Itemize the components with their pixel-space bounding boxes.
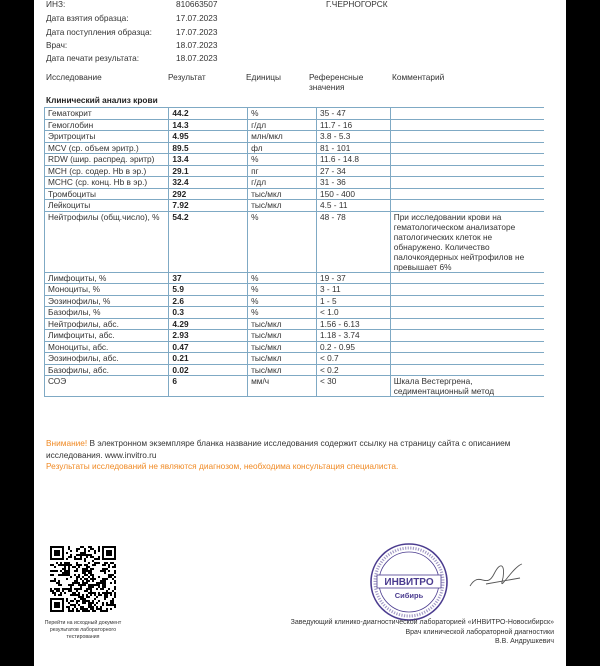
table-row (45, 108, 545, 120)
qr-code[interactable] (50, 546, 116, 612)
qr-caption: Перейти на исходный документ результатов лабораторного тестирования (44, 620, 122, 640)
row-ref: < 1.0 (316, 307, 390, 319)
col-result: Результат (168, 72, 206, 82)
row-unit: % (248, 108, 317, 120)
table-row (45, 119, 545, 131)
city: Г.ЧЕРНОГОРСК (326, 0, 388, 9)
row-name[interactable]: Моноциты, абс. (45, 341, 169, 353)
table-row (45, 376, 545, 397)
col-units: Единицы (246, 72, 281, 82)
row-unit: тыс/мкл (248, 200, 317, 212)
lab-report-page: ИНЗ: 810663507 Г.ЧЕРНОГОРСК Дата взятия образца: 17.07.2023 Дата поступления образца: 17.07.2023 Врач: 18.07.2023 Дата печати результата: 18.07.2023 Исследование Результат Единицы Референсные значения Комментарий Клинический анализ крови Гематокрит 44.2 % 35 - 47 Гемоглобин 14.3 г/дл 11.7 - 16 Эритроциты 4.95 млн/мкл 3.8 - 5.3 MCV (ср. объем эритр.) 89.5 фл 81 - 101 RDW (шир. распред. эритр) 13.4 % 11.6 - 14.8 MCH (ср. содер. Hb в эр.) 29.1 пг 27 - 34 МСНС (ср. конц. Hb в эр.) 32.4 г/дл 31 - 36 Тромбоциты 292 тыс/мкл 150 - 400 Лейкоциты 7.92 тыс/мкл 4.5 - 11 Нейтрофилы (общ.число), % 54.2 % 48 - 78 При исследовании крови на гематологическом анализаторе патологических клеток не обнаружено. Количество палочкоядерных нейтрофилов не превышает 6% Лимфоциты, % 37 % 19 - 37 Моноциты, % 5.9 % 3 - 11 Эозинофилы, % 2.6 % 1 - 5 Базофилы, % 0.3 % < 1.0 Нейтрофилы, абс. 4.29 тыс/мкл 1.56 - 6.13 Лимфоциты, абс. 2.93 тыс/мкл 1.18 - 3.74 Моноциты, абс. 0.47 тыс/мкл 0.2 - 0.95 Эозинофилы, абс. 0.21 тыс/мкл < 0.7 Базофилы, абс. 0.02 тыс/мкл < 0.2 СОЭ 6 мм/ч < 30 Шкала Вестергрена, седиментационный метод Внимание! В электронном экземпляре бланка название исследования содержит ссылку на страницу сайта с описанием исследования. www.invitro.ru Результаты исследований не являются диагнозом, необходима консультация специалиста. Перейти на исходный документ результатов лабораторного тестирования ИНВИТРО Сибирь Заведующий клинико-диагностической лабораторией «ИНВИТРО-Новосибирск» Врач клинической лабораторной диагностики В.В. Андрушкевич (34, 0, 566, 666)
results-table (44, 107, 544, 397)
row-ref: 48 - 78 (316, 211, 390, 272)
row-unit: тыс/мкл (248, 330, 317, 342)
row-value: 0.3 (169, 307, 248, 319)
row-name[interactable]: RDW (шир. распред. эритр) (45, 154, 169, 166)
row-name[interactable]: Лимфоциты, абс. (45, 330, 169, 342)
row-ref: 81 - 101 (316, 142, 390, 154)
table-row (45, 131, 545, 143)
table-row (45, 142, 545, 154)
row-ref: 27 - 34 (316, 165, 390, 177)
row-unit: тыс/мкл (248, 364, 317, 376)
row-name[interactable]: Эозинофилы, % (45, 295, 169, 307)
table-row (45, 284, 545, 296)
table-row (45, 177, 545, 189)
row-comment (390, 364, 544, 376)
row-name[interactable]: Нейтрофилы, абс. (45, 318, 169, 330)
row-ref: 3 - 11 (316, 284, 390, 296)
row-name[interactable]: Базофилы, % (45, 307, 169, 319)
row-comment (390, 188, 544, 200)
row-unit: тыс/мкл (248, 188, 317, 200)
row-unit: млн/мкл (248, 131, 317, 143)
row-value: 2.6 (169, 295, 248, 307)
row-value: 5.9 (169, 284, 248, 296)
row-ref: < 0.7 (316, 353, 390, 365)
table-row (45, 307, 545, 319)
row-comment: При исследовании крови на гематологическом анализаторе патологических клеток не обнаружено. Количество палочкоядерных нейтрофилов не превышает 6% (390, 211, 544, 272)
row-name[interactable]: Лимфоциты, % (45, 272, 169, 284)
row-name[interactable]: Эозинофилы, абс. (45, 353, 169, 365)
table-row (45, 165, 545, 177)
row-comment (390, 318, 544, 330)
signature-block: Заведующий клинико-диагностической лабораторией «ИНВИТРО-Новосибирск» Врач клинической лабораторной диагностики В.В. Андрушкевич (290, 619, 554, 645)
row-name[interactable]: Нейтрофилы (общ.число), % (45, 211, 169, 272)
row-comment (390, 131, 544, 143)
row-name[interactable]: СОЭ (45, 376, 169, 397)
row-ref: < 0.2 (316, 364, 390, 376)
row-comment: Шкала Вестергрена, седиментационный метод (390, 376, 544, 397)
row-name[interactable]: Базофилы, абс. (45, 364, 169, 376)
row-value: 4.95 (169, 131, 248, 143)
col-reference: Референсные значения (309, 72, 364, 92)
row-name[interactable]: Гематокрит (45, 108, 169, 120)
row-value: 0.47 (169, 341, 248, 353)
row-unit: % (248, 272, 317, 284)
table-row (45, 211, 545, 272)
notice: Внимание! В электронном экземпляре бланка название исследования содержит ссылку на страницу сайта с описанием исследования. www.invitro.ru (46, 438, 511, 460)
row-ref: 31 - 36 (316, 177, 390, 189)
row-ref: 35 - 47 (316, 108, 390, 120)
row-value: 89.5 (169, 142, 248, 154)
row-unit: тыс/мкл (248, 318, 317, 330)
table-row (45, 364, 545, 376)
row-name[interactable]: MCH (ср. содер. Hb в эр.) (45, 165, 169, 177)
row-value: 44.2 (169, 108, 248, 120)
col-test: Исследование (46, 72, 102, 82)
table-row (45, 200, 545, 212)
row-ref: < 30 (316, 376, 390, 397)
row-unit: мм/ч (248, 376, 317, 397)
row-ref: 11.6 - 14.8 (316, 154, 390, 166)
row-comment (390, 200, 544, 212)
section-title: Клинический анализ крови (46, 95, 158, 105)
row-ref: 0.2 - 0.95 (316, 341, 390, 353)
row-comment (390, 177, 544, 189)
row-unit: % (248, 211, 317, 272)
row-unit: тыс/мкл (248, 353, 317, 365)
stamp-region: Сибирь (394, 591, 424, 600)
row-comment (390, 353, 544, 365)
row-comment (390, 108, 544, 120)
row-unit: г/дл (248, 177, 317, 189)
row-unit: пг (248, 165, 317, 177)
table-row (45, 154, 545, 166)
row-value: 14.3 (169, 119, 248, 131)
table-row (45, 272, 545, 284)
row-name[interactable]: Тромбоциты (45, 188, 169, 200)
row-comment (390, 295, 544, 307)
lab-stamp (369, 542, 449, 622)
invitro-link[interactable]: В электронном экземпляре бланка название исследования содержит ссылку на страницу сайта с описанием исследования. www.invitro.ru (46, 438, 511, 460)
row-value: 0.02 (169, 364, 248, 376)
row-value: 0.21 (169, 353, 248, 365)
row-name[interactable]: Эритроциты (45, 131, 169, 143)
row-ref: 11.7 - 16 (316, 119, 390, 131)
row-value: 6 (169, 376, 248, 397)
row-ref: 1 - 5 (316, 295, 390, 307)
table-row (45, 353, 545, 365)
row-unit: тыс/мкл (248, 341, 317, 353)
row-name[interactable]: МСНС (ср. конц. Hb в эр.) (45, 177, 169, 189)
row-value: 13.4 (169, 154, 248, 166)
table-row (45, 318, 545, 330)
row-unit: % (248, 307, 317, 319)
row-comment (390, 272, 544, 284)
row-ref: 1.18 - 3.74 (316, 330, 390, 342)
row-comment (390, 284, 544, 296)
stamp-brand: ИНВИТРО (384, 577, 434, 588)
row-ref: 150 - 400 (316, 188, 390, 200)
row-ref: 1.56 - 6.13 (316, 318, 390, 330)
row-value: 29.1 (169, 165, 248, 177)
row-name[interactable]: Гемоглобин (45, 119, 169, 131)
col-comment: Комментарий (392, 72, 445, 82)
row-unit: фл (248, 142, 317, 154)
row-unit: % (248, 284, 317, 296)
row-value: 37 (169, 272, 248, 284)
row-value: 2.93 (169, 330, 248, 342)
row-comment (390, 307, 544, 319)
disclaimer: Результаты исследований не являются диагнозом, необходима консультация специалиста. (46, 461, 399, 471)
row-name[interactable]: MCV (ср. объем эритр.) (45, 142, 169, 154)
row-value: 4.29 (169, 318, 248, 330)
row-ref: 4.5 - 11 (316, 200, 390, 212)
row-comment (390, 142, 544, 154)
row-ref: 19 - 37 (316, 272, 390, 284)
table-row (45, 188, 545, 200)
signature (466, 560, 526, 594)
row-comment (390, 154, 544, 166)
row-value: 32.4 (169, 177, 248, 189)
table-row (45, 341, 545, 353)
row-unit: г/дл (248, 119, 317, 131)
row-comment (390, 165, 544, 177)
table-row (45, 330, 545, 342)
row-comment (390, 341, 544, 353)
row-ref: 3.8 - 5.3 (316, 131, 390, 143)
row-unit: % (248, 295, 317, 307)
row-comment (390, 119, 544, 131)
row-value: 54.2 (169, 211, 248, 272)
row-name[interactable]: Лейкоциты (45, 200, 169, 212)
row-name[interactable]: Моноциты, % (45, 284, 169, 296)
row-value: 292 (169, 188, 248, 200)
row-value: 7.92 (169, 200, 248, 212)
row-comment (390, 330, 544, 342)
table-row (45, 295, 545, 307)
row-unit: % (248, 154, 317, 166)
